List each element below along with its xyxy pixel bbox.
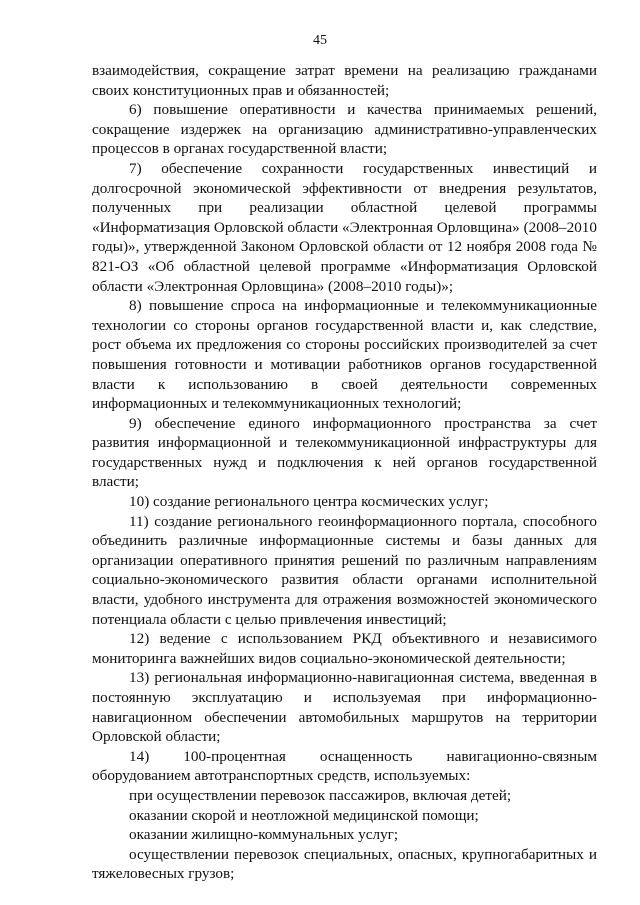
list-item-6: 6) повышение оперативности и качества принимаемых решений, сокращение издержек на организацию административно-управленческих процессов в органах государственной власти; [92,101,597,158]
sub-item-passengers: при осуществлении перевозок пассажиров, включая детей; [129,786,512,804]
list-item-7: 7) обеспечение сохранности государственных инвестиций и долгосрочной экономической эффективности от внедрения результатов, полученных при реализации областной целевой программы «Информатизация Орловской области «Электронная Орловщина» (2008–2010 годы)», утвержденной Законом Орловской области от 12 ноября 2008 года № 821-ОЗ «Об областной целевой программе «Информатизация Орловской области «Электронная Орловщина» (2008–2010 годы)»; [92,159,597,295]
page-number: 45 [313,33,327,48]
list-item-12: 12) ведение с использованием РКД объективного и независимого мониторинга важнейших видов социально-экономической деятельности; [92,630,597,667]
list-item-11: 11) создание регионального геоинформационного портала, способного объединить различные информационные системы и базы данных для организации оперативного принятия решений по различным направлениям социально-экономического развития области органами исполнительной власти, удобного инструмента для отражения возможностей экономического потенциала области с целью привлечения инвестиций; [92,512,597,628]
paragraph-continuation: взаимодействия, сокращение затрат времени на реализацию гражданами своих конституционных прав и обязанностей; [92,62,597,99]
list-item-8: 8) повышение спроса на информационные и телекоммуникационные технологии со стороны органов государственной власти и, как следствие, рост объема их предложения со стороны российских производителей за счет повышения готовности и мотивации работников органов государственной власти к использованию в своей деятельности современных информационных и телекоммуникационных технологий; [92,297,597,413]
sub-item-housing: оказании жилищно-коммунальных услуг; [129,826,399,844]
list-item-13: 13) региональная информационно-навигационная система, введенная в постоянную эксплуатацию и используемая при информационно-навигационном обеспечении автомобильных маршрутов на территории Орловской области; [92,669,597,746]
list-item-10: 10) создание регионального центра космических услуг; [129,493,489,511]
list-item-9: 9) обеспечение единого информационного пространства за счет развития информационной и телекоммуникационной инфраструктуры для государственных нужд и подключения к ней органов государственной власти; [92,414,597,491]
list-item-14: 14) 100-процентная оснащенность навигационно-связным оборудованием автотранспортных средств, используемых: [92,747,597,785]
document-body [92,61,597,884]
sub-item-cargo: осуществлении перевозок специальных, опасных, крупногабаритных и тяжеловесных грузов; [92,845,597,883]
sub-item-medical: оказании скорой и неотложной медицинской помощи; [129,806,479,824]
